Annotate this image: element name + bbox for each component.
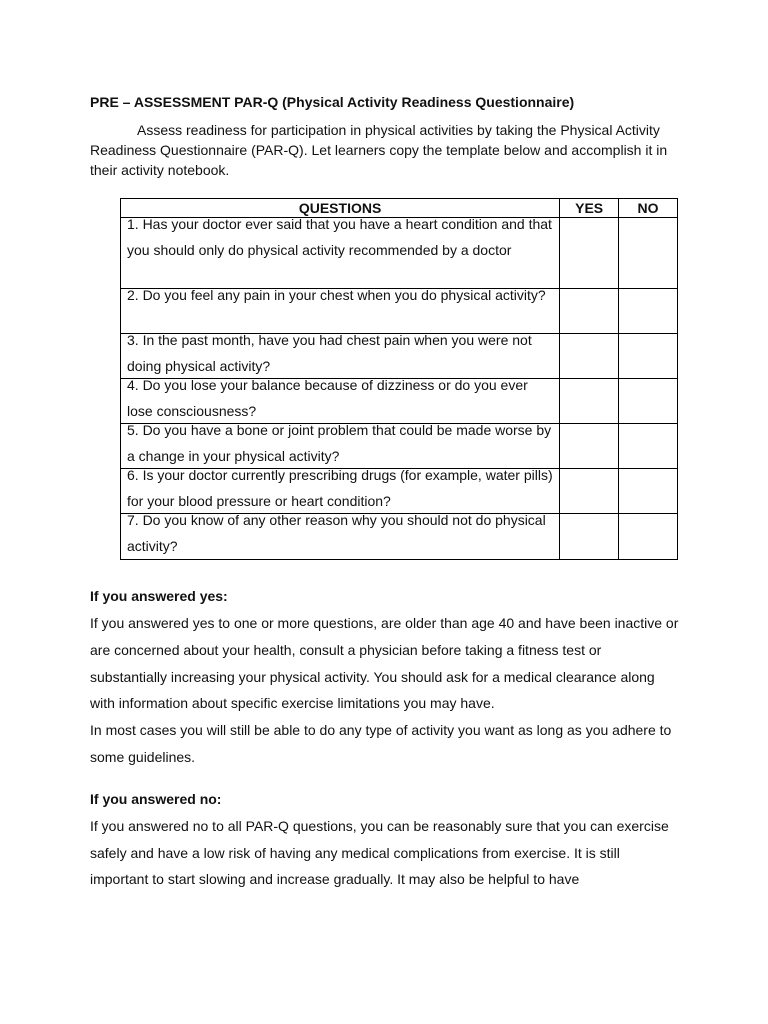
no-answer-cell[interactable] (619, 379, 678, 424)
yes-section-heading: If you answered yes: (90, 588, 228, 604)
yes-answer-cell[interactable] (560, 424, 619, 469)
header-questions: QUESTIONS (121, 199, 560, 218)
no-answer-cell[interactable] (619, 514, 678, 560)
yes-answer-cell[interactable] (560, 218, 619, 289)
yes-answer-cell[interactable] (560, 334, 619, 379)
no-answer-cell[interactable] (619, 469, 678, 514)
table-row (121, 218, 678, 289)
document-title: PRE – ASSESSMENT PAR-Q (Physical Activity Readiness Questionnaire) (90, 94, 575, 110)
yes-section-paragraph-1: If you answered yes to one or more questions, are older than age 40 and have been inactive or are concerned about your health, consult a physician before taking a fitness test or substantially increasing your physical activity. You should ask for a medical clearance along with information about specific exercise limitations you may have. (90, 615, 679, 712)
question-text: 4. Do you lose your balance because of dizziness or do you ever lose consciousness? (127, 377, 528, 419)
no-answer-cell[interactable] (619, 218, 678, 289)
document-page (90, 92, 680, 893)
no-answer-cell[interactable] (619, 424, 678, 469)
yes-answer-cell[interactable] (560, 514, 619, 560)
intro-paragraph: Assess readiness for participation in physical activities by taking the Physical Activity Readiness Questionnaire (PAR-Q). Let learners copy the template below and accomplish it in their activity notebook. (90, 122, 668, 178)
header-yes: YES (560, 199, 619, 218)
question-text: 2. Do you feel any pain in your chest when you do physical activity? (127, 287, 546, 303)
question-text: 6. Is your doctor currently prescribing drugs (for example, water pills) for your blood pressure or heart condition? (127, 467, 553, 509)
no-answer-cell[interactable] (619, 334, 678, 379)
table-row (121, 514, 678, 560)
question-text: 3. In the past month, have you had chest pain when you were not doing physical activity? (127, 332, 532, 374)
header-no: NO (619, 199, 678, 218)
no-section-heading: If you answered no: (90, 790, 222, 807)
no-answer-cell[interactable] (619, 289, 678, 334)
question-text: 1. Has your doctor ever said that you have a heart condition and that you should only do physical activity recommended by a doctor (127, 216, 552, 258)
question-cell (121, 514, 560, 560)
yes-answer-cell[interactable] (560, 289, 619, 334)
parq-table (120, 198, 678, 560)
question-text: 5. Do you have a bone or joint problem that could be made worse by a change in your physical activity? (127, 422, 552, 464)
no-section-paragraph-1: If you answered no to all PAR-Q questions, you can be reasonably sure that you can exercise safely and have a low risk of having any medical complications from exercise. It is still important to start slowing and increase gradually. It may also be helpful to have (90, 817, 669, 888)
question-cell (121, 218, 560, 289)
question-text: 7. Do you know of any other reason why you should not do physical activity? (127, 512, 546, 554)
yes-answer-cell[interactable] (560, 469, 619, 514)
yes-answer-cell[interactable] (560, 379, 619, 424)
yes-section-paragraph-2: In most cases you will still be able to do any type of activity you want as long as you adhere to some guidelines. (90, 722, 672, 765)
